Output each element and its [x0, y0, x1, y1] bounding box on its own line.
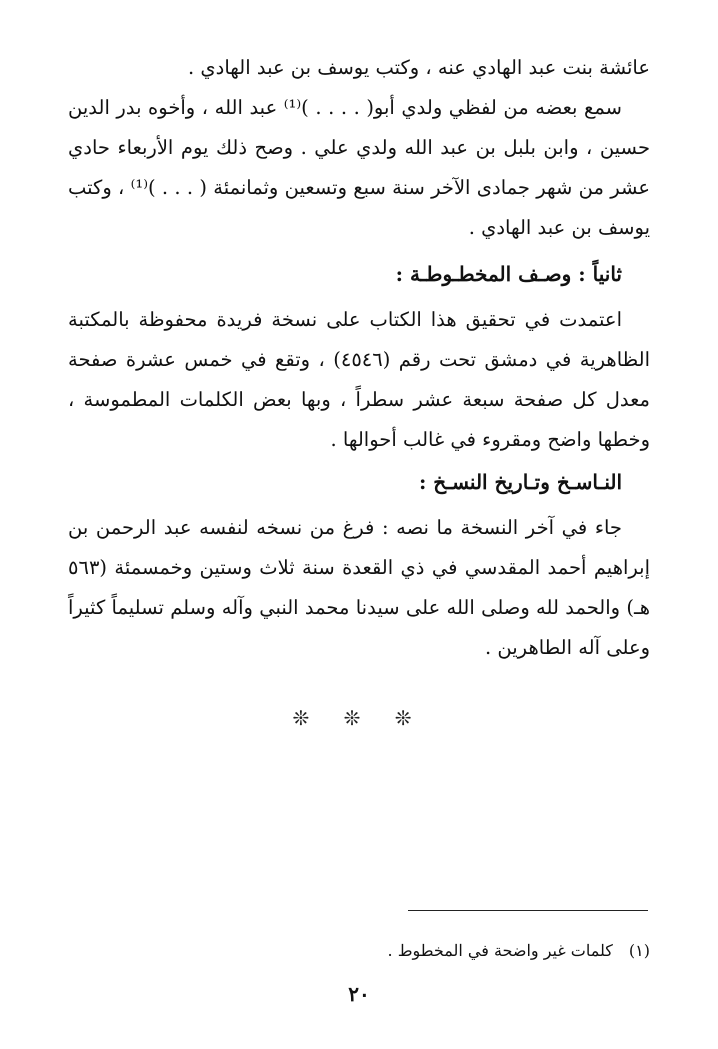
paragraph-continuation: [68, 48, 650, 88]
paragraph-copyist-text: جاء في آخر النسخة ما نصه : فرغ من نسخه لنفسه عبد الرحمن بن إبراهيم أحمد المقدسي في ذي القعدة سنة ثلاث وستين وخمسمئة (٥٦٣ هـ) والحمد لله وصلى الله على سيدنا محمد النبي وآله وسلم تسليماً كثيراً وعلى آله الطاهرين .: [68, 516, 650, 659]
footnote: [388, 936, 650, 966]
heading-copyist: النـاسـخ وتـاريخ النسـخ :: [418, 470, 622, 494]
paragraph-sama-text: سمع بعضه من لفظي ولدي أبو( . . . . )⁽¹⁾ عبد الله ، وأخوه بدر الدين حسين ، وابن بلبل بن عبد الله ولدي علي . وصح ذلك يوم الأربعاء حادي عشر من شهر جمادى الآخر سنة سبع وتسعين وثمانمئة ( . . . )⁽¹⁾ ، وكتب يوسف بن عبد الهادي .: [68, 96, 650, 239]
section-separator-stars: ❊ ❊ ❊: [292, 706, 426, 730]
paragraph-manuscript-text: اعتمدت في تحقيق هذا الكتاب على نسخة فريدة محفوظة بالمكتبة الظاهرية في دمشق تحت رقم (٤٥٤٦) ، وتقع في خمس عشرة صفحة معدل كل صفحة سبعة عشر سطراً ، وبها بعض الكلمات المطموسة ، وخطها واضح ومقروء في غالب أحوالها .: [68, 308, 650, 451]
paragraph-sama: [68, 88, 650, 248]
footnote-text: كلمات غير واضحة في المخطوط .: [387, 941, 613, 960]
paragraph-manuscript: [68, 300, 650, 460]
footnote-number: (١): [628, 941, 650, 960]
footnote-divider: [408, 910, 648, 911]
page-number: ٢٠: [348, 982, 370, 1006]
heading-manuscript-description: ثانياً : وصـف المخطـوطـة :: [395, 262, 622, 286]
paragraph-copyist: [68, 508, 650, 668]
paragraph-continuation-text: عائشة بنت عبد الهادي عنه ، وكتب يوسف بن عبد الهادي .: [188, 56, 650, 79]
